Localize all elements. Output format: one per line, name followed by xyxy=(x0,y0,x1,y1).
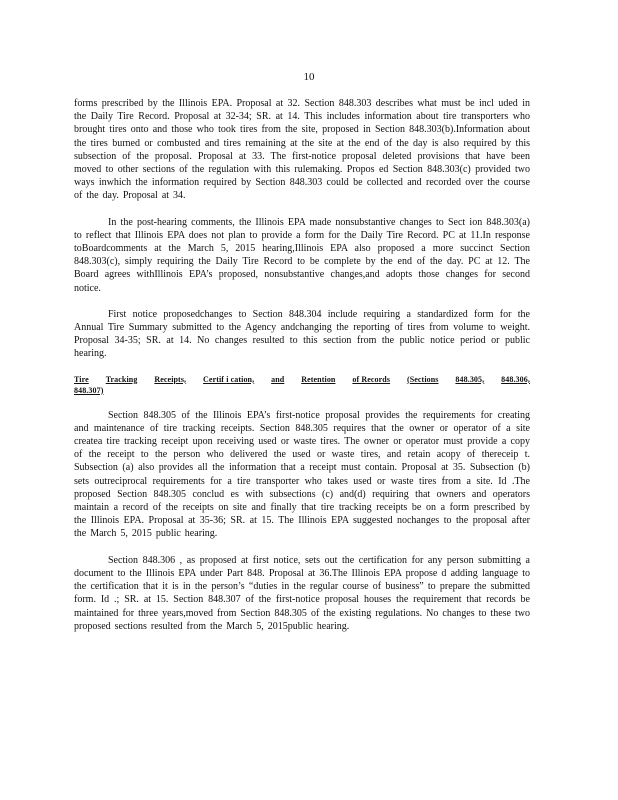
heading-word: Tire xyxy=(74,374,89,384)
heading-word: and xyxy=(271,374,285,384)
paragraph-section-848-306: Section 848.306 , as proposed at first notice, sets out the certification for any person submitting a document to the Illinois EPA under Part 848. Proposal at 36.The Illinois EPA propose d adding language to the certification that it is in the person’s “duties in the regular course of business” to prepare the submitted form. Id .; SR. at 15. Section 848.307 of the first-notice proposal houses the requirement that records be maintained for three years,moved from Section 848.305 of the existing regulations. No changes to these two proposed sections resulted from the March 5, 2015public hearing. xyxy=(74,554,530,632)
heading-word: 848.305, xyxy=(455,374,485,384)
heading-word: 848.306, xyxy=(501,374,530,384)
heading-word: Certif i cation, xyxy=(203,374,255,384)
heading-word: Retention xyxy=(301,374,336,384)
document-body xyxy=(74,97,530,633)
paragraph-section-848-305: Section 848.305 of the Illinois EPA’s first-notice proposal provides the requirements for creating and maintenance of tire tracking receipts. Section 848.305 requires that the owner or operator of a site createa tire tracking receipt upon receiving used or waste tires. The owner or operator must provide a copy of the receipt to the person who delivered the used or waste tires, and retain acopy of thereceip t. Subsection (a) also provides all the information that a receipt must contain. Proposal at 35. Subsection (b) sets outreciprocal requirements for a tire transporter who takes used or waste tires from a site. Id .The proposed Section 848.305 conclud es with subsections (c) and(d) requiring that owners and operators maintain a record of the receipts on site and finally that tire tracking receipts be on a form prescribed by the Illinois EPA. Proposal at 35-36; SR. at 15. The Illinois EPA suggested nochanges to the proposal after the March 5, 2015 public hearing. xyxy=(74,409,530,540)
paragraph-section-848-304: First notice proposedchanges to Section 848.304 include requiring a standardized form for the Annual Tire Summary submitted to the Agency andchanging the reporting of tires from volume to weight. Proposal 34-35; SR. at 14. No changes resulted to this section from the public notice period or public hearing. xyxy=(74,308,530,360)
section-heading-line xyxy=(74,374,530,385)
heading-word: of Records xyxy=(352,374,391,384)
page-number: 10 xyxy=(303,71,315,83)
heading-word: (Sections xyxy=(406,374,439,384)
heading-word: Receipts, xyxy=(154,374,187,384)
paragraph-post-hearing-comments: In the post-hearing comments, the Illinois EPA made nonsubstantive changes to Sect ion 848.303(a) to reflect that Illinois EPA does not plan to provide a form for the Daily Tire Record. PC at 11.In response toBoardcomments at the March 5, 2015 hearing,Illinois EPA also proposed a more succinct Section 848.303(c), simply requiring the Daily Tire Record to be complete by the end of the day. PC at 12. The Board agrees withIllinois EPA’s proposed, nonsubstantive changes,and adopts those changes for second notice. xyxy=(74,216,530,294)
heading-word: Tracking xyxy=(105,374,138,384)
paragraph-daily-tire-record: forms prescribed by the Illinois EPA. Proposal at 32. Section 848.303 describes what must be incl uded in the Daily Tire Record. Proposal at 32-34; SR. at 14. This includes information about tire transporters who brought tires onto and those who took tires from the site, proposed in Section 848.303(b).Information about the tires burned or combusted and tires remaining at the site at the end of the day is also required by this subsection of the proposal. Proposal at 33. The first-notice proposal deleted provisions that have been moved to other sections of the regulation with this rulemaking. Propos ed Section 848.303(c) provided two ways inwhich the information required by Section 848.303 could be collected and recorded over the course of the day. Proposal at 34. xyxy=(74,98,530,202)
section-heading-continuation: 848.307) xyxy=(74,385,104,395)
section-heading xyxy=(74,374,530,396)
